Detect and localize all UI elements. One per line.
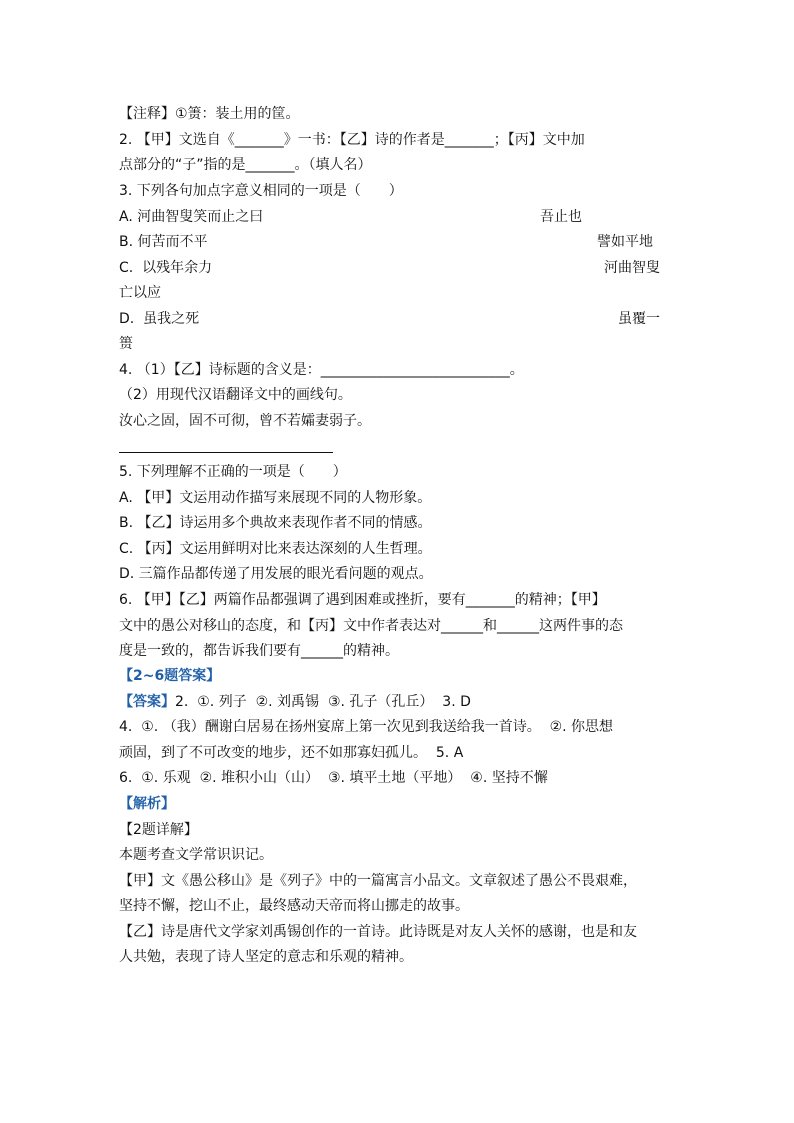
q3-option-c-compare: 河曲智叟 — [604, 260, 660, 276]
q2-detail-heading: 【2题详解】 — [119, 822, 198, 838]
answer-line-2: 4. ①. （我）酬谢白居易在扬州宴席上第一次见到我送给我一首诗。 ②. 你思想 — [119, 719, 614, 735]
q3-option-c-cont: 亡以应 — [119, 285, 161, 301]
answer-line-4: 6. ①. 乐观 ②. 堆积小山（山） ③. 填平土地（平地） ④. 坚持不懈 — [119, 770, 548, 786]
q5-option-c: C. 【丙】文运用鲜明对比来表达深刻的人生哲理。 — [119, 541, 432, 557]
answer-line-1 — [119, 692, 471, 712]
answer-line-3: 顽固，到了不可改变的地步，还不如那寡妇孤儿。 5. A — [119, 745, 464, 761]
q3-option-c: C. 以残年余力 — [119, 260, 213, 276]
question-4-part-2: （2）用现代汉语翻译文中的画线句。 — [119, 387, 352, 403]
question-6-line-3: 度是一致的，都告诉我们要有______的精神。 — [119, 643, 399, 659]
q3-option-a-compare: 吾止也 — [540, 209, 582, 225]
q5-option-b: B. 【乙】诗运用多个典故来表现作者不同的情感。 — [119, 515, 432, 531]
q3-option-d-cont: 篑 — [119, 336, 133, 352]
question-6-line-1: 6. 【甲】【乙】两篇作品都强调了遇到困难或挫折，要有_______的精神；【甲】 — [119, 592, 606, 608]
question-4-part-1: 4. （1）【乙】诗标题的含义是：___________________________。 — [119, 362, 524, 378]
q3-option-d: D. 虽我之死 — [119, 311, 200, 327]
answer-text-1: 2. ①. 列子 ②. 刘禹锡 ③. 孔子（孔丘） 3. D — [175, 694, 471, 710]
answer-label: 【答案】 — [119, 694, 175, 710]
q3-option-d-compare: 虽覆一 — [618, 311, 660, 327]
question-2-line-2: 点部分的“子”指的是_______。（填人名） — [119, 157, 372, 173]
analysis-heading: 【解析】 — [119, 796, 175, 812]
q2-detail-line-5: 人共勉，表现了诗人坚定的意志和乐观的精神。 — [119, 949, 413, 965]
question-4-sentence: 汝心之固，固不可彻，曾不若孀妻弱子。 — [119, 413, 371, 429]
q3-option-a: A. 河曲智叟笑而止之曰 — [119, 209, 264, 225]
note-line: 【注释】①箦：装土用的筐。 — [119, 106, 300, 122]
q3-option-b: B. 何苦而不平 — [119, 234, 208, 250]
q5-option-a: A. 【甲】文运用动作描写来展现不同的人物形象。 — [119, 490, 432, 506]
question-3: 3. 下列各句加点字意义相同的一项是（ ） — [119, 183, 403, 199]
q2-detail-line-2: 【甲】文《愚公移山》是《列子》中的一篇寓言小品文。文章叙述了愚公不畏艰难， — [119, 873, 637, 889]
q2-detail-line-3: 坚持不懈，挖山不止，最终感动天帝而将山挪走的故事。 — [119, 898, 469, 914]
answer-underline — [119, 452, 333, 453]
question-2-line-1: 2. 【甲】文选自《_______》一书：【乙】诗的作者是_______；【丙】文中加 — [119, 132, 585, 148]
q2-detail-line-4: 【乙】诗是唐代文学家刘禹锡创作的一首诗。此诗既是对友人关怀的感谢，也是和友 — [119, 924, 637, 940]
q3-option-b-compare: 譬如平地 — [597, 234, 653, 250]
question-6-line-2: 文中的愚公对移山的态度，和【丙】文中作者表达对______和______这两件事的态 — [119, 618, 623, 634]
q2-detail-line-1: 本题考查文学常识识记。 — [119, 847, 273, 863]
q5-option-d: D. 三篇作品都传递了用发展的眼光看问题的观点。 — [119, 566, 433, 582]
answers-heading: 【2~6题答案】 — [119, 668, 221, 684]
question-5: 5. 下列理解不正确的一项是（ ） — [119, 464, 347, 480]
